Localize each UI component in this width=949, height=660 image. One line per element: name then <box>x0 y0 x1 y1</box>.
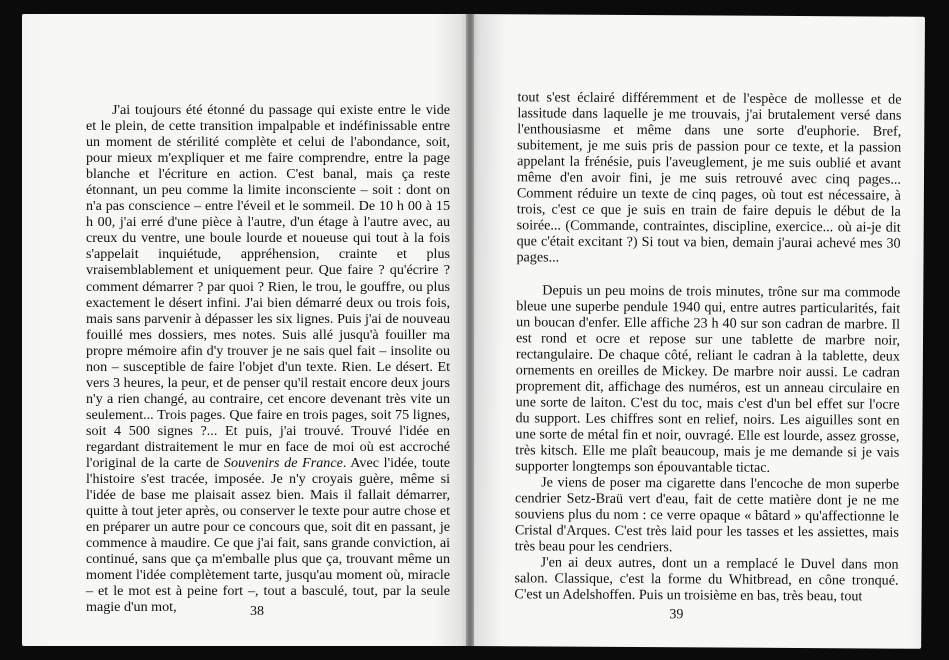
page-number-right: 39 <box>669 607 684 623</box>
book-gutter <box>466 14 474 646</box>
left-page-body <box>86 102 450 616</box>
right-paragraph: J'en ai deux autres, dont un a remplacé le Duvel dans mon salon. Classique, c'est la forme du Whitbread, en cône tronqué. C'est un Adelshoffen. Puis un troisième en bas, très beau, tout <box>514 554 899 605</box>
right-page-body <box>514 89 901 605</box>
right-paragraph: Depuis un peu moins de trois minutes, trône sur ma commode bleue une superbe pendule 1940 qui, entre autres particularités, fait un boucan d'enfer. Elle affiche 23 h 40 sur son cadran de marbre. Il est rond et ocre et repose sur une tablette de marbre noir, rectangulaire. De chaque côté, reliant le cadran à la tablette, deux ornements en oreilles de Mickey. De marbre noir aussi. Le cadran proprement dit, affichage des numéros, est un anneau circulaire en une sorte de laiton. C'est du toc, mais c'est d'un bel effet sur l'ocre du support. Les chiffres sont en relief, noirs. Les aiguilles sont en une sorte de métal fin et noir, ouvragé. Elle est lourde, assez grosse, très kitsch. Elle me plaît beaucoup, mais je me demande si je vais supporter longtemps son épouvantable tictac. <box>515 281 901 476</box>
left-page <box>22 14 470 646</box>
right-paragraph-continuation: tout s'est éclairé différemment et de l'espèce de mollesse et de lassitude dans laquelle je me trouvais, j'ai brutalement versé dans l'enthousiasme et même dans une sorte d'euphorie. Bref, subitement, je me suis pris de passion pour ce texte, et la passion appelant la frénésie, puis l'aveuglement, je me suis oublié et avant même d'en avoir fini, je me suis retrouvé avec cinq pages... Comment réduire un texte de cinq pages, où tout est nécessaire, à trois, c'est ce que je suis en train de faire depuis le début de la soirée... (Commande, contraintes, discipline, exercice... où ai-je dit que c'était excitant ?) Si tout va bien, demain j'aurai achevé mes 30 pages... <box>516 89 902 267</box>
paragraph-text: . Avec l'idée, toute l'histoire s'est tracée, imposée. Je n'y croyais guère, même si l'idée de base me plaisait assez bien. Mais il fallait démarrer, quitte à tout jeter après, ou conserver le texte pour autre chose et en préparer un autre pour ce concours que, soit dit en passant, je commence à maudire. Ce que j'ai fait, sans grande conviction, ai continué, sans que ça m'emballe plus que ça, trouvant même un moment l'idée complètement tarte, jusqu'au moment où, miracle – et le mot est à peine fort –, tout a basculé, tout, par la seule magie d'un mot, <box>86 455 450 616</box>
right-page <box>466 14 925 649</box>
paragraph-text: J'ai toujours été étonné du passage qui existe entre le vide et le plein, de cette transition impalpable et indéfinissable entre un moment de stérilité complète et celui de l'abondance, soit, pour mieux m'expliquer et me faire comprendre, entre la page blanche et l'écriture en action. C'est banal, mais ça reste étonnant, un peu comme la limite inconsciente – soit : dont on n'a pas conscience – entre l'éveil et le sommeil. De 10 h 00 à 15 h 00, j'ai erré d'une pièce à l'autre, d'un étage à l'autre avec, au creux du ventre, une boule lourde et noueuse qui tout à la fois s'appelait inquiétude, appréhension, crainte et plus vraisemblablement et uniquement peur. Que faire ? qu'écrire ? comment démarrer ? par quoi ? Rien, le trou, le gouffre, ou plus exactement le désert infini. J'ai bien démarré deux ou trois fois, mais sans parvenir à dépasser les six lignes. Puis j'ai de nouveau fouillé mes dossiers, mes notes. Suis allé jusqu'à fouiller ma propre mémoire afin d'y trouver je ne sais quel fait – insolite ou non – susceptible de faire l'objet d'un texte. Rien. Le désert. Et vers 3 heures, la peur, et de penser qu'il restait encore deux jours n'y a rien changé, au contraire, cet encore devenant très vite un seulement... Trois pages. Que faire en trois pages, soit 75 lignes, soit 4 500 signes ?... Et puis, j'ai trouvé. Trouvé l'idée en regardant distraitement le mur en face de moi où est accroché l'original de la carte de <box>86 102 450 472</box>
right-paragraph: Je viens de poser ma cigarette dans l'encoche de mon superbe cendrier Setz-Braü vert d'eau, fait de cette matière dont je ne me souviens plus du nom : ce verre opaque « bâtard » qu'affectionne le Cristal d'Arques. C'est très laid pour les tasses et les assiettes, mais très beau pour les cendriers. <box>514 474 900 556</box>
left-paragraph <box>86 102 450 616</box>
page-number-left: 38 <box>250 604 264 619</box>
book-title-italic: Souvenirs de France <box>223 455 343 472</box>
